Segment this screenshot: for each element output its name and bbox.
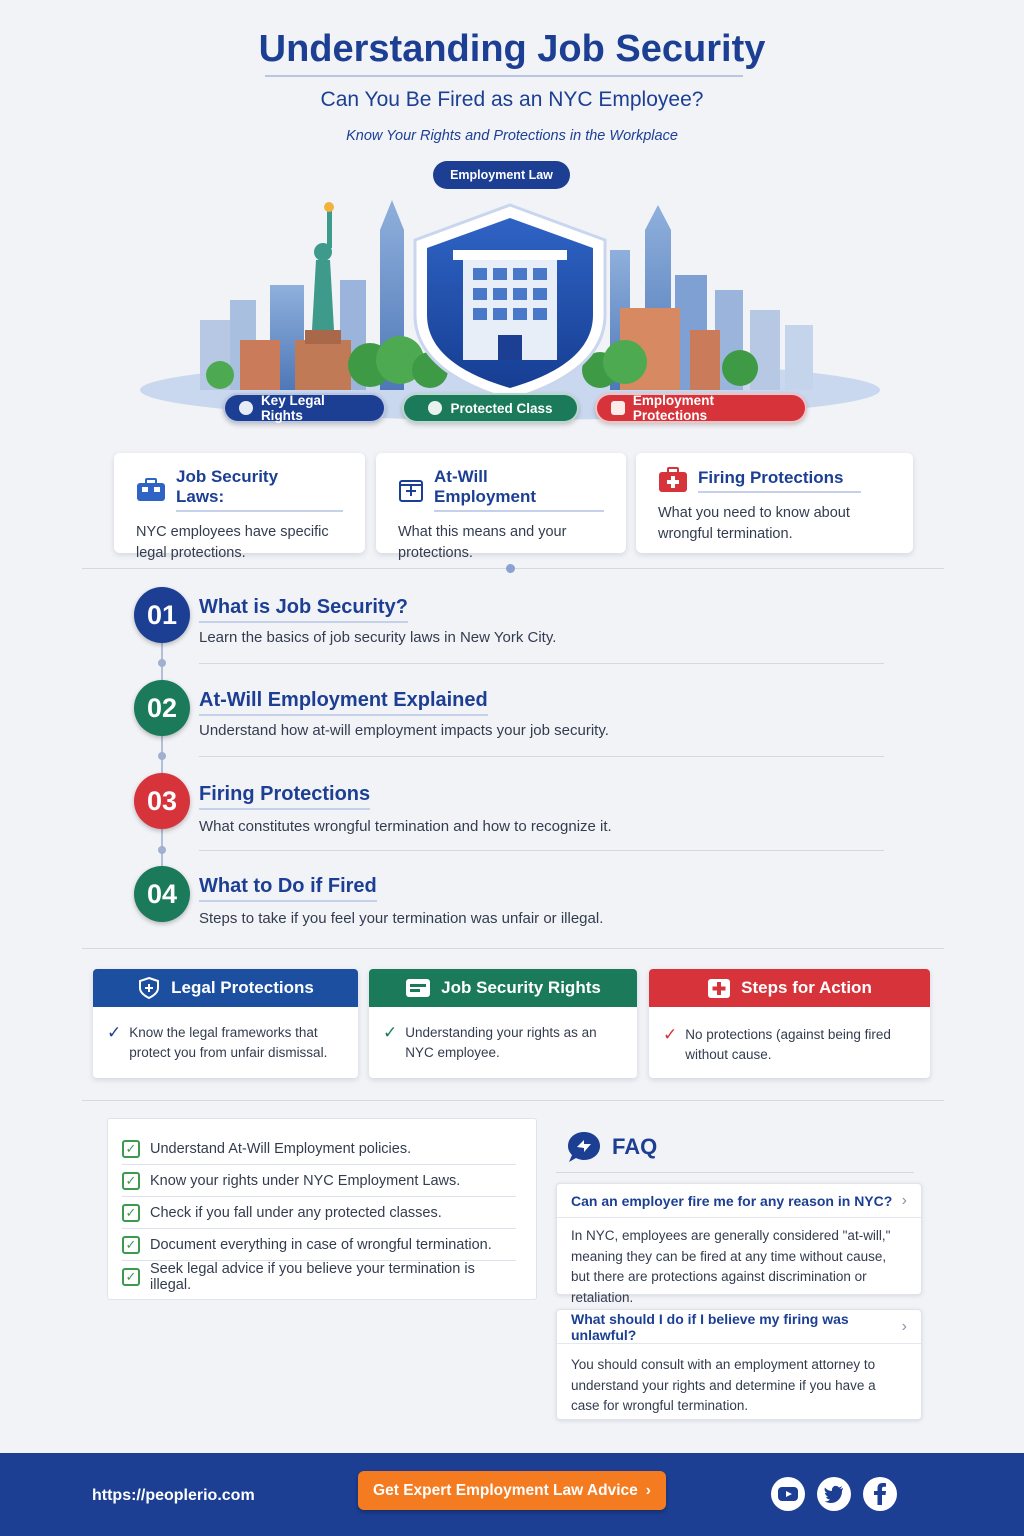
step-divider bbox=[199, 663, 884, 664]
checklist-item: ✓ Understand At-Will Employment policies. bbox=[122, 1133, 516, 1165]
action-card-header bbox=[369, 969, 637, 1007]
feature-card-title: Firing Protections bbox=[698, 468, 861, 493]
title-underline bbox=[265, 75, 743, 77]
check-icon: ✓ bbox=[107, 1023, 122, 1042]
action-card-text: Know the legal frameworks that protect you from unfair dismissal. bbox=[129, 1025, 328, 1060]
employment-protections-pill[interactable] bbox=[595, 393, 807, 423]
feature-card-at-will-employment bbox=[376, 453, 626, 561]
step-desc: Learn the basics of job security laws in New York City. bbox=[199, 629, 557, 646]
faq-item[interactable] bbox=[556, 1309, 922, 1420]
action-card-title: Legal Protections bbox=[171, 978, 314, 997]
checkbox-checked-icon: ✓ bbox=[122, 1268, 140, 1286]
faq-question[interactable]: What should I do if I believe my firing was unlawful? › bbox=[557, 1310, 921, 1344]
shield-icon bbox=[239, 401, 253, 415]
checklist-item: ✓ Check if you fall under any protected classes. bbox=[122, 1197, 516, 1229]
handshake-icon bbox=[428, 401, 442, 415]
checklist-item: ✓ Seek legal advice if you believe your termination is illegal. bbox=[122, 1261, 516, 1293]
step-title[interactable]: Firing Protections bbox=[199, 783, 370, 810]
step-title[interactable]: What is Job Security? bbox=[199, 596, 408, 623]
pill-label: Protected Class bbox=[450, 400, 553, 416]
check-icon: ✓ bbox=[383, 1023, 398, 1042]
chevron-right-icon[interactable]: › bbox=[901, 1317, 907, 1335]
feature-card-desc: What you need to know about wrongful termination. bbox=[658, 505, 850, 542]
step-desc: Understand how at-will employment impacts your job security. bbox=[199, 722, 609, 739]
twitter-icon[interactable] bbox=[817, 1477, 851, 1511]
step-title[interactable]: At-Will Employment Explained bbox=[199, 689, 488, 716]
website-link[interactable]: https://peoplerio.com bbox=[92, 1487, 255, 1504]
step-number-04: 04 bbox=[134, 866, 190, 922]
faq-answer: In NYC, employees are generally considered "at-will," meaning they can be fired at any time without cause, but there are protections against discrimination or retaliation. bbox=[571, 1228, 891, 1305]
action-card-text: Understanding your rights as an NYC employee. bbox=[405, 1025, 597, 1060]
get-advice-button[interactable]: Get Expert Employment Law Advice › bbox=[358, 1471, 666, 1510]
action-card-legal-protections bbox=[93, 969, 358, 1078]
section-divider bbox=[82, 1100, 944, 1101]
checkbox-checked-icon: ✓ bbox=[122, 1204, 140, 1222]
faq-header bbox=[566, 1130, 657, 1164]
action-card-header bbox=[649, 969, 930, 1007]
document-plus-icon bbox=[398, 477, 424, 503]
feature-card-desc: What this means and your protections. bbox=[398, 524, 567, 561]
key-legal-rights-pill[interactable] bbox=[223, 393, 386, 423]
step-desc: Steps to take if you feel your termination was unfair or illegal. bbox=[199, 910, 604, 927]
divider-dot bbox=[506, 564, 515, 573]
step-desc: What constitutes wrongful termination and how to recognize it. bbox=[199, 818, 612, 835]
chevron-right-icon[interactable]: › bbox=[901, 1191, 907, 1209]
check-icon: ✓ bbox=[663, 1025, 678, 1044]
protected-class-pill[interactable] bbox=[402, 393, 579, 423]
step-divider bbox=[199, 756, 884, 757]
checkbox-checked-icon: ✓ bbox=[122, 1236, 140, 1254]
feature-card-firing-protections bbox=[636, 453, 913, 553]
action-card-text: No protections (against being fired without cause. bbox=[685, 1027, 891, 1062]
step-title[interactable]: What to Do if Fired bbox=[199, 875, 377, 902]
faq-divider bbox=[556, 1172, 914, 1173]
youtube-icon[interactable] bbox=[771, 1477, 805, 1511]
page-subtitle: Can You Be Fired as an NYC Employee? bbox=[320, 88, 704, 111]
first-aid-icon bbox=[707, 976, 731, 1000]
step-number-02: 02 bbox=[134, 680, 190, 736]
feature-card-job-security-laws bbox=[114, 453, 365, 561]
pill-label: Employment Protections bbox=[632, 393, 714, 423]
action-card-title: Steps for Action bbox=[741, 978, 872, 997]
page-tagline: Know Your Rights and Protections in the Workplace bbox=[346, 128, 678, 144]
pill-label: Key Legal Rights bbox=[260, 393, 325, 423]
checkbox-checked-icon: ✓ bbox=[122, 1140, 140, 1158]
chat-bubble-icon bbox=[566, 1130, 602, 1164]
faq-item[interactable] bbox=[556, 1183, 922, 1305]
action-card-steps-for-action bbox=[649, 969, 930, 1078]
timeline-node bbox=[158, 752, 166, 760]
page-title: Understanding Job Security bbox=[258, 28, 766, 70]
timeline-node bbox=[158, 659, 166, 667]
action-card-header bbox=[93, 969, 358, 1007]
chevron-right-icon: › bbox=[645, 1481, 651, 1499]
checklist-item: ✓ Know your rights under NYC Employment Laws. bbox=[122, 1165, 516, 1197]
briefcase-icon bbox=[136, 478, 166, 502]
feature-card-desc: NYC employees have specific legal protections. bbox=[136, 524, 329, 561]
faq-answer: You should consult with an employment attorney to understand your rights and determine if you have a case for wrongful termination. bbox=[571, 1357, 876, 1413]
feature-card-title: At-Will Employment bbox=[434, 467, 604, 512]
first-aid-icon bbox=[658, 467, 688, 493]
first-aid-icon bbox=[611, 401, 625, 415]
timeline-line bbox=[161, 640, 163, 880]
feature-card-title: Job Security Laws: bbox=[176, 467, 343, 512]
step-number-03: 03 bbox=[134, 773, 190, 829]
action-card-title: Job Security Rights bbox=[441, 978, 601, 997]
faq-question[interactable]: Can an employer fire me for any reason in NYC? › bbox=[557, 1184, 921, 1218]
facebook-icon[interactable] bbox=[863, 1477, 897, 1511]
checklist-item: ✓ Document everything in case of wrongful termination. bbox=[122, 1229, 516, 1261]
checkbox-checked-icon: ✓ bbox=[122, 1172, 140, 1190]
faq-title: FAQ bbox=[612, 1134, 658, 1159]
step-number-01: 01 bbox=[134, 587, 190, 643]
id-card-icon bbox=[405, 978, 431, 998]
shield-plus-icon bbox=[137, 976, 161, 1000]
employment-law-badge: Employment Law bbox=[433, 161, 570, 189]
checklist-panel bbox=[107, 1118, 537, 1300]
action-card-job-security-rights bbox=[369, 969, 637, 1078]
timeline-node bbox=[158, 846, 166, 854]
step-divider bbox=[199, 850, 884, 851]
section-divider bbox=[82, 948, 944, 949]
